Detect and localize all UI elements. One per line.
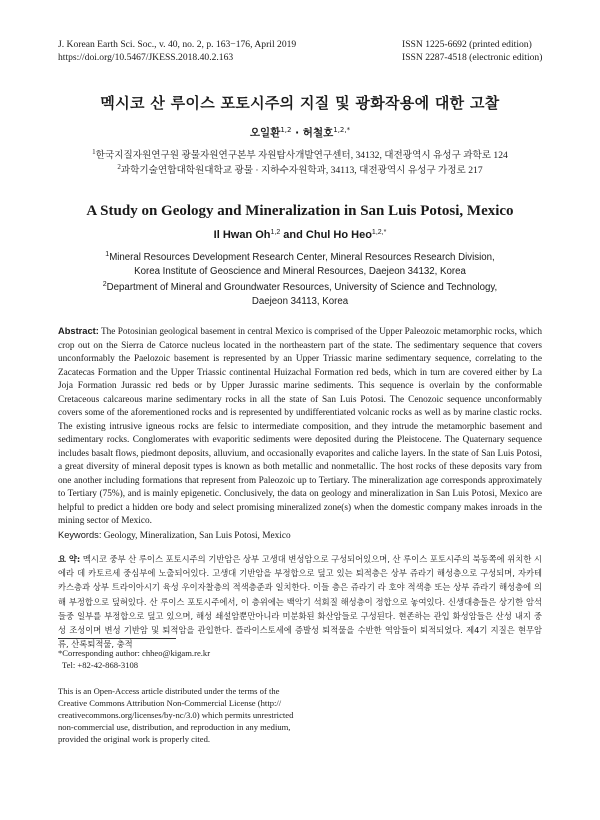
korean-affiliation-2-num: 2	[117, 163, 121, 171]
english-affiliation-2-line-1	[0, 278, 600, 295]
korean-title: 멕시코 산 루이스 포토시주의 지질 및 광화작용에 대한 고찰	[100, 94, 500, 112]
issn-electronic: ISSN 2287-4518 (electronic edition)	[402, 52, 543, 63]
running-header-left	[58, 38, 296, 64]
korean-abstract-text: 멕시코 중부 산 루이스 포토시주의 기반암은 상부 고생대 변성암으로 구성되어있으며, 산 루이스 포토시주의 북동쪽에 위치한 시에라 데 카토르세 중심부에 노출되어있다. 고생대 기반암을 부정합으로 덮고 있는 퇴적층은 상부 쥬라기 해성층으로 구성되며, 자카테카스층과 상부 트라이아시기 육성 우이자찰층의 적색층준과 일치한다. 이들 층은 쥬라기 라 호야 적색층 또는 상부 쥬라기 해성층에 의해 부정합으로 덮혀있다. 산 루이스 포토시주에서, 이 층위에는 백악기 석회질 해성층이 정합으로 놓여있다. 신생대층들은 상기한 암석들중 일부를 부정합으로 덮고 있으며, 해성 쇄설암뿐만아니라 미분화된 화산암들로 구성된다. 현존하는 관입 화성암들은 산성 내지 중성 조성이며 변성 기반암 및 퇴적암을 관입한다. 플라이스토세에 증발성 퇴적물을 수반한 역암들이 퇴적되었다. 제4기 지질은 현무암류, 산록퇴적물, 충적	[58, 554, 542, 650]
english-author-1-affil: 1,2	[270, 229, 281, 236]
keywords-text: Geology, Mineralization, San Luis Potosi, Mexico	[101, 531, 291, 541]
abstract-label: Abstract:	[58, 326, 99, 336]
english-author-1: Il Hwan Oh	[213, 229, 271, 241]
english-affiliation-1-line-1	[0, 248, 600, 265]
keywords-label: Keywords:	[58, 530, 102, 540]
korean-author-2-affil: 1,2,*	[333, 126, 351, 134]
english-affiliations	[0, 248, 600, 308]
abstract-text: The Potosinian geological basement in central Mexico is comprised of the Upper Paleozoic metamorphic rocks, which crop out on the Sierra de Catorce nucleus located in the northeastern part of the state. The sedimentary sequence that covers unconformably the Paelozoic basement is represented by an Upper Triassic marine sedimentary sequence, correlating to the Zacatecas Formation and the Upper Triassic continental Huizachal Formation red beds, which in turn are covered either by La Joja Formation Jurassic red beds or by Upper Jurassic marine sediments. This sequence is overlain by the conformable Cretaceous calcareous marine sedimentary rocks in all the state of San Luis Potosi. The Cenozoic sequence unconformably covers some of the aforementioned rocks and is represented by undifferentiated volcanic rocks as well as by marine clastic rocks. The existing intrusive igneous rocks are felsic to intermediate composition, and they intrude the metamorphic basement and sedimentary rocks. Conglomerates with evaporitic sediments were deposited during the Pleistocene. The Quaternary sequence includes basalt flows, piedmont deposits, alluvium, and occasionally evaporites and caliche layers. In the state of San Luis Potosi, a great diversity of mineral deposit types is known as both metallic and nonmetallic. The host rocks of these deposits vary from one another including formations that represent from Paleozoic up to Tertiary. The mineralization age corresponds approximately to Tertiary (75%), and is mainly epigenetic. Conclusively, the data on geology and mineralization in San Luis Potosi, Mexico are helpful to predict a hidden ore body and select promising mineralized zone(s) when the domestic company makes inroads in the mining sector of Mexico.	[58, 327, 542, 526]
keywords	[58, 529, 542, 543]
english-affiliation-1-line-2: Korea Institute of Geoscience and Mineral Resources, Daejeon 34132, Korea	[134, 265, 466, 277]
english-author-2: Chul Ho Heo	[305, 229, 372, 241]
author-separator: ·	[291, 127, 303, 139]
english-title: A Study on Geology and Mineralization in San Luis Potosi, Mexico	[86, 203, 514, 219]
english-affiliation-1-num: 1	[105, 251, 110, 258]
english-affiliation-2-line-2: Daejeon 34113, Korea	[251, 295, 349, 307]
journal-citation: J. Korean Earth Sci. Soc., v. 40, no. 2, p. 163−176, April 2019	[58, 39, 297, 50]
korean-author-1-affil: 1,2	[280, 126, 292, 134]
corresponding-author-note	[58, 647, 318, 671]
korean-affiliation-2	[0, 160, 600, 178]
korean-author-2: 허철호	[302, 127, 334, 139]
korean-affiliation-1-text: 한국지질자원연구원 광물자원연구본부 자원탐사개발연구센터, 34132, 대전광역시 유성구 과학로 124	[95, 150, 508, 161]
korean-abstract	[58, 552, 542, 651]
korean-abstract-label: 요 약:	[58, 554, 81, 564]
english-affiliation-1-text: Mineral Resources Development Research Center, Mineral Resources Research Division,	[109, 252, 495, 263]
corresponding-author-tel: Tel: +82-42-868-3108	[62, 660, 139, 670]
english-author-2-affil: 1,2,*	[371, 229, 387, 236]
open-access-license-note: This is an Open-Access article distributed under the terms of the Creative Commons Attribution Non-Commercial License (http:// creativecommons.org/licenses/by-nc/3.0) which permits unrestricted non-commercial use, distribution, and reproduction in any medium, provided the original work is properly cited.	[58, 686, 294, 744]
english-authors	[0, 229, 600, 241]
english-affiliation-2-num: 2	[102, 281, 107, 289]
korean-authors	[0, 125, 600, 140]
author-and: and	[280, 229, 306, 241]
abstract	[58, 325, 542, 529]
footnote-divider	[58, 638, 176, 639]
corresponding-author-email[interactable]: *Corresponding author: chheo@kigam.re.kr	[58, 648, 211, 658]
running-header-right	[402, 38, 542, 64]
issn-print: ISSN 1225-6692 (printed edition)	[402, 39, 532, 50]
korean-affiliation-1-num: 1	[92, 148, 96, 156]
doi-link[interactable]: https://doi.org/10.5467/JKESS.2018.40.2.163	[58, 52, 234, 63]
english-affiliation-2-text: Department of Mineral and Groundwater Resources, University of Science and Technology,	[106, 282, 498, 294]
korean-affiliation-2-text: 과학기술연합대학원대학교 광물 · 지하수자원학과, 34113, 대전광역시 유성구 가정로 217	[120, 165, 483, 176]
korean-author-1: 오일환	[249, 127, 281, 139]
